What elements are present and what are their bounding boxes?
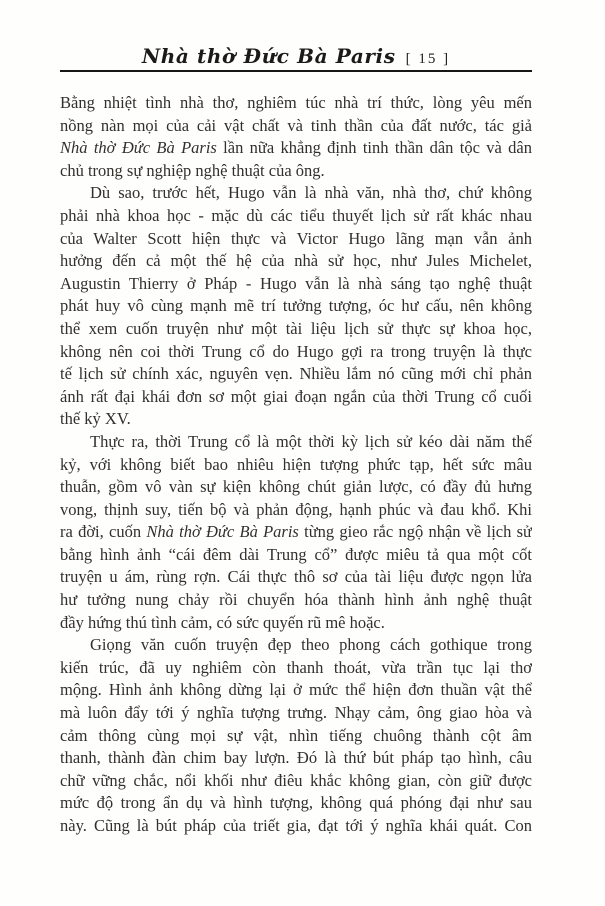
text-line <box>60 612 532 635</box>
text-line <box>60 250 532 273</box>
text-run: Augustin Thierry ở Pháp - Hugo vẫn là nhà sáng tạo nghệ thuật <box>60 273 532 293</box>
text-run: tế lịch sử chính xác, nguyên vẹn. Nhiều lắm nó cũng mới chỉ phản <box>60 364 532 384</box>
text-run: phải nhà khoa học - mặc dù các tiểu thuyết lịch sử rất khác nhau <box>60 205 532 225</box>
text-run: Thực ra, thời Trung cổ là một thời kỳ lịch sử kéo dài năm thế <box>90 431 532 451</box>
text-line <box>60 318 532 341</box>
text-line <box>60 476 532 499</box>
header-rule <box>60 70 532 72</box>
text-line <box>60 499 532 522</box>
text-run: này. Cũng là bút pháp của triết gia, đạt tới ý nghĩa khái quát. Con <box>60 816 532 835</box>
body-text <box>60 92 532 838</box>
text-run: thuẫn, gồm vô vàn sự kiện không chút giản lược, có đầy đủ hưng <box>60 477 532 497</box>
text-line <box>60 137 532 160</box>
text-run: Giọng văn cuốn truyện đẹp theo phong cách gothique trong <box>90 635 532 655</box>
text-run: cảm thông cùng mọi sự vật, nhìn tiếng chuông thành cột âm <box>60 725 532 745</box>
text-line <box>60 544 532 567</box>
text-line <box>60 386 532 409</box>
text-line <box>60 205 532 228</box>
book-title-italic: Nhà thờ Đức Bà Paris <box>60 138 217 158</box>
text-line <box>60 589 532 612</box>
text-run: truyện u ám, rùng rợn. Cái thực thô sơ của tài liệu được ngọn lửa <box>60 567 532 587</box>
text-line <box>60 273 532 296</box>
text-run: không nên coi thời Trung cổ do Hugo gợi ra trong truyện là thực <box>60 341 532 361</box>
book-title-italic: Nhà thờ Đức Bà Paris <box>146 522 299 542</box>
text-line <box>60 92 532 115</box>
text-line <box>60 792 532 815</box>
text-line <box>60 115 532 138</box>
text-run: của Walter Scott hiện thực và Victor Hugo lãng mạn vẫn ảnh <box>60 228 532 248</box>
text-line <box>60 454 532 477</box>
text-run: ra đời, cuốn <box>60 522 147 542</box>
text-run: Dù sao, trước hết, Hugo vẫn là nhà văn, nhà thơ, chứ không <box>90 183 532 203</box>
text-run: mộng. Hình ảnh không dừng lại ở mức thể hiện đơn thuần vật thể <box>60 680 532 700</box>
page-number: [ 15 ] <box>405 51 451 67</box>
paragraph <box>60 182 532 431</box>
text-line <box>60 679 532 702</box>
text-run: chủ trong sự nghiệp nghệ thuật của ông. <box>60 160 325 180</box>
text-line <box>60 815 532 838</box>
text-line <box>60 725 532 748</box>
text-line <box>60 702 532 725</box>
text-run: bằng hình ảnh “cái đêm dài Trung cổ” được miêu tả qua một cốt <box>60 544 532 564</box>
text-run: đầy hứng thú tình cảm, có sức quyến rũ mê hoặc. <box>60 612 385 632</box>
text-line <box>60 182 532 205</box>
paragraph <box>60 431 532 634</box>
text-run: hưởng đến cả một thế hệ của nhà sử học, như Jules Michelet, <box>60 251 532 271</box>
text-line <box>60 657 532 680</box>
text-line <box>60 295 532 318</box>
text-run: ánh rất đại khái đơn sơ một giai đoạn ngắn của thời Trung cổ cuối <box>60 386 532 406</box>
text-line <box>60 341 532 364</box>
text-run: nồng nàn mọi của cải vật chất và tinh thần của đất nước, tác giả <box>60 115 532 135</box>
text-run: kiến trúc, đã uy nghiêm còn thanh thoát, vừa trần tục lại thơ <box>60 657 532 677</box>
text-line <box>60 228 532 251</box>
text-run: từng gieo rắc ngộ nhận về lịch sử <box>298 522 532 542</box>
text-run: thế kỷ XV. <box>60 409 131 429</box>
running-title: Nhà thờ Đức Bà Paris <box>141 44 396 68</box>
text-run: Bằng nhiệt tình nhà thơ, nghiêm túc nhà trí thức, lòng yêu mến <box>60 93 532 112</box>
text-run: lần nữa khẳng định tinh thần dân tộc và dân <box>216 138 532 158</box>
text-run: mà luôn đẩy tới ý nghĩa tượng trưng. Nhạy cảm, ông giao hòa và <box>60 703 532 723</box>
text-run: phát huy vô cùng mạnh mẽ trí tưởng tượng, óc hư cấu, nên không <box>60 296 532 316</box>
text-line <box>60 431 532 454</box>
text-line <box>60 160 532 183</box>
text-line <box>60 521 532 544</box>
text-run: mức độ trong ẩn dụ và hình tượng, không quá phóng đại như sau <box>60 793 532 813</box>
text-line <box>60 408 532 431</box>
page-header <box>60 44 532 68</box>
text-line <box>60 770 532 793</box>
paragraph <box>60 92 532 182</box>
paragraph <box>60 634 532 837</box>
text-run: chữ vững chắc, nổi khối như điêu khắc không gian, còn giữ được <box>60 770 532 790</box>
text-run: kỷ, với không biết bao nhiêu hiện tượng phức tạp, hết sức mâu <box>60 454 532 474</box>
text-line <box>60 747 532 770</box>
text-run: hư tưởng nung chảy rồi chuyển hóa thành hình ảnh nghệ thuật <box>60 590 532 610</box>
text-line <box>60 566 532 589</box>
text-run: thanh, thành đàn chim bay lượn. Đó là thứ bút pháp tạo hình, câu <box>60 748 532 768</box>
text-line <box>60 634 532 657</box>
text-run: thể xem cuốn truyện như một tài liệu lịch sử thực sự khoa học, <box>60 318 532 338</box>
text-line <box>60 363 532 386</box>
text-run: vong, thịnh suy, tiến bộ và phản động, hạnh phúc và đau khổ. Khi <box>60 499 532 519</box>
